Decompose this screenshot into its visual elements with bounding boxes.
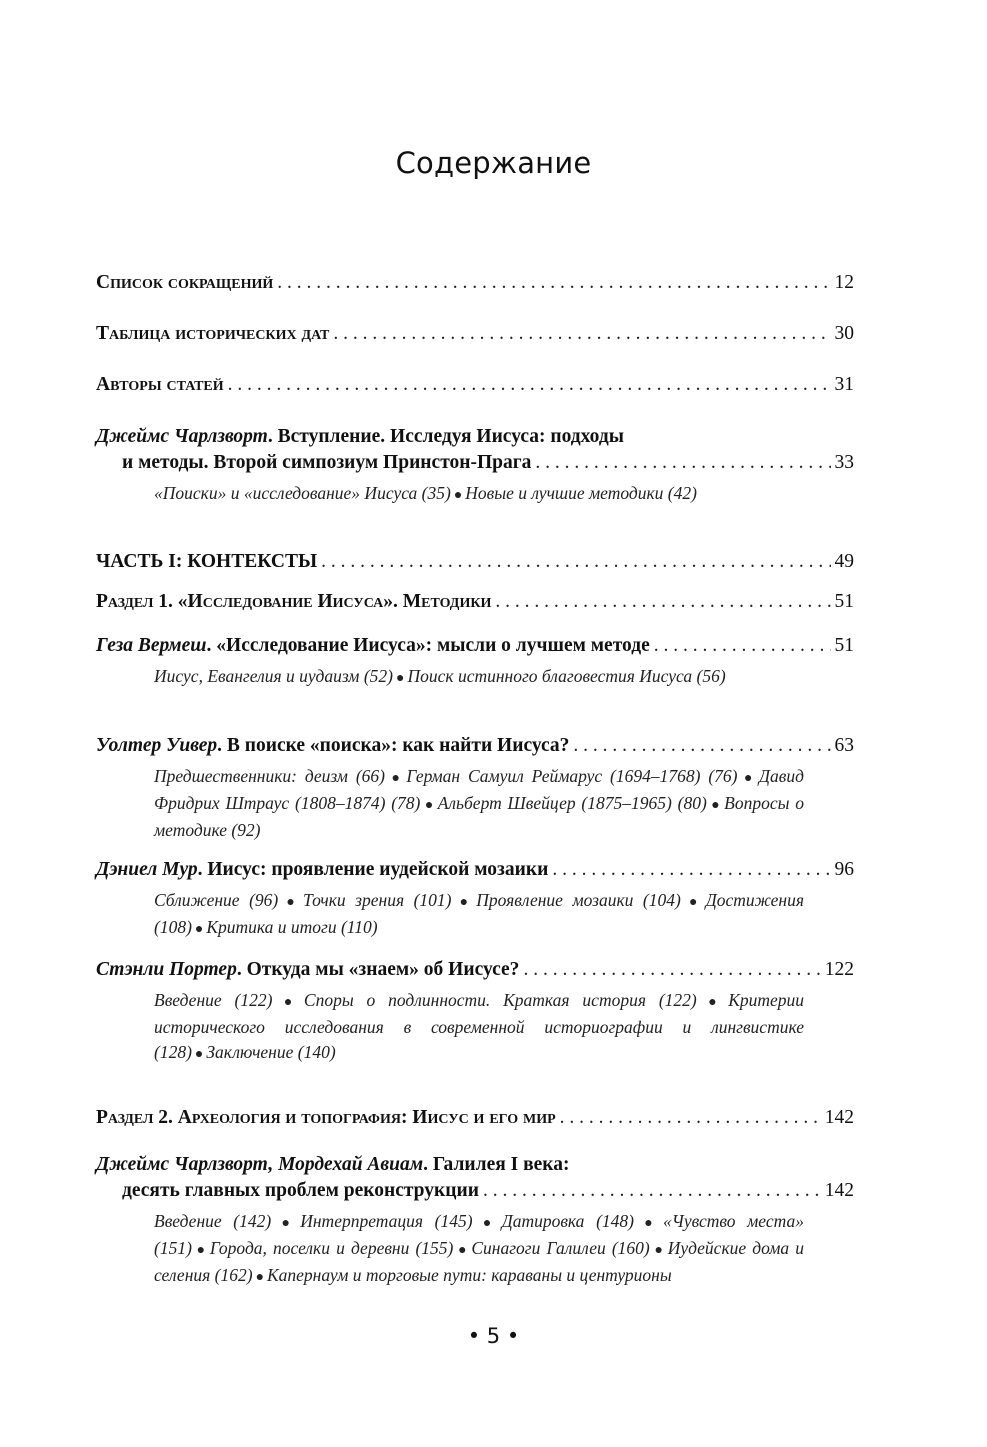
article-author: Джеймс Чарлзворт	[96, 426, 268, 447]
subentry: Города, поселки и деревни (155)	[209, 1238, 454, 1258]
subentry: Предшественники: деизм (66)	[154, 766, 385, 786]
subentry: Синагоги Галилеи (160)	[471, 1238, 650, 1258]
subentry: Критика и итоги (110)	[206, 917, 378, 937]
toc-entry-moore[interactable]	[96, 857, 854, 883]
bullet-icon: ●	[194, 1047, 204, 1062]
leader-dots	[523, 957, 820, 983]
bullet-icon: ●	[255, 1270, 265, 1285]
subentry: Достижения (108)	[154, 890, 804, 937]
toc-page-number: 12	[834, 272, 854, 293]
article-title: . «Исследование Иисуса»: мысли о лучшем методе	[206, 635, 650, 656]
toc-subentries	[154, 664, 804, 691]
toc-entry-weaver[interactable]	[96, 733, 854, 759]
subentry: Поиск истинного благовестия Иисуса (56)	[407, 666, 726, 686]
toc-label: Таблица исторических дат	[96, 323, 330, 344]
toc-page-number: 51	[834, 591, 854, 612]
bullet-icon: ●	[454, 895, 474, 910]
toc-entry-charlesworth-aviam[interactable]	[96, 1152, 854, 1178]
toc-entry-vermes[interactable]	[96, 633, 854, 659]
toc-entry-section2[interactable]	[96, 1105, 854, 1131]
leader-dots	[321, 549, 830, 575]
toc-page-number: 33	[834, 452, 854, 473]
bullet-icon: ●	[699, 995, 726, 1010]
article-author: Джеймс Чарлзворт, Мордехай Авиам	[96, 1154, 424, 1175]
bullet-icon: ●	[275, 995, 301, 1010]
leader-dots	[552, 857, 830, 883]
section-label: Раздел 2. Археология и топография: Иисус и его мир	[96, 1107, 556, 1128]
leader-dots	[535, 450, 830, 476]
subentry: Капернаум и торговые пути: караваны и центурионы	[267, 1265, 672, 1285]
subentry: Критерии исторического исследования в современной историографии и лингвистике (128)	[154, 990, 804, 1062]
toc-page-number: 142	[824, 1180, 854, 1201]
article-title-line1: . Вступление. Исследуя Иисуса: подходы	[267, 426, 624, 447]
article-author: Уолтер Уивер	[96, 735, 218, 756]
article-title-line1: . Галилея I века:	[423, 1154, 570, 1175]
leader-dots	[277, 270, 830, 296]
bullet-icon: ●	[740, 771, 756, 786]
bullet-icon: ●	[637, 1216, 661, 1231]
toc-entry-section1[interactable]	[96, 589, 854, 615]
bullet-icon: ●	[652, 1243, 665, 1258]
bullet-icon: ●	[387, 771, 404, 786]
toc-page-number: 49	[834, 551, 854, 572]
bullet-icon: ●	[709, 798, 722, 813]
toc-entry-charlesworth-intro-cont[interactable]	[122, 450, 854, 476]
toc-page-number: 30	[834, 323, 854, 344]
leader-dots	[654, 633, 831, 659]
toc-page-number: 96	[834, 859, 854, 880]
part-label: ЧАСТЬ I: КОНТЕКСТЫ	[96, 551, 318, 572]
toc-subentries	[154, 764, 804, 843]
leader-dots	[495, 589, 830, 615]
subentry: Альберт Швейцер (1875–1965) (80)	[437, 793, 707, 813]
toc-entry-charlesworth-intro[interactable]	[96, 424, 854, 450]
bullet-icon: ●	[453, 488, 463, 503]
toc-label: Авторы статей	[96, 374, 224, 395]
toc-page-number: 31	[834, 374, 854, 395]
subentry: Заключение (140)	[206, 1042, 336, 1062]
bullet-icon: ●	[475, 1216, 499, 1231]
toc-subentries	[154, 481, 804, 508]
bullet-icon: ●	[281, 895, 300, 910]
section-label: Раздел 1. «Исследование Иисуса». Методики	[96, 591, 492, 612]
subentry: Сближение (96)	[154, 890, 279, 910]
article-title: . Откуда мы «знаем» об Иисусе?	[236, 959, 520, 980]
bullet-icon: ●	[456, 1243, 469, 1258]
page-title: Содержание	[395, 146, 592, 180]
toc-entry-authors[interactable]	[96, 372, 854, 398]
leader-dots	[573, 733, 830, 759]
bullet-icon: ●	[194, 1243, 207, 1258]
toc-entry-part1[interactable]	[96, 549, 854, 575]
subentry: Проявление мозаики (104)	[476, 890, 681, 910]
leader-dots	[228, 372, 831, 398]
subentry: Давид Фридрих Штраус (1808–1874) (78)	[154, 766, 804, 813]
toc-label: Список сокращений	[96, 272, 274, 293]
bullet-icon: ●	[683, 895, 703, 910]
toc-entry-abbreviations[interactable]	[96, 270, 854, 296]
toc-subentries	[154, 1209, 804, 1290]
article-title: . Иисус: проявление иудейской мозаики	[197, 859, 549, 880]
toc-page-number: 122	[824, 959, 854, 980]
toc-page-number: 63	[834, 735, 854, 756]
subentry: Интерпретация (145)	[300, 1211, 473, 1231]
subentry: «Чувство места» (151)	[154, 1211, 804, 1258]
toc-entry-charlesworth-aviam-cont[interactable]	[122, 1178, 854, 1204]
bullet-icon: ●	[274, 1216, 298, 1231]
bullet-icon: ●	[194, 922, 204, 937]
article-author: Дэниел Мур	[96, 859, 198, 880]
subentry: Введение (122)	[154, 990, 273, 1010]
article-title: . В поиске «поиска»: как найти Иисуса?	[217, 735, 570, 756]
subentry: Вопросы о методике (92)	[154, 793, 804, 840]
toc-subentries	[154, 888, 804, 942]
leader-dots	[333, 321, 830, 347]
subentry: Иисус, Евангелия и иудаизм (52)	[154, 666, 394, 686]
article-author: Стэнли Портер	[96, 959, 237, 980]
bullet-icon: ●	[396, 671, 405, 686]
subentry: Точки зрения (101)	[302, 890, 452, 910]
subentry: Герман Самуил Реймарус (1694–1768) (76)	[406, 766, 738, 786]
article-title-line2: десять главных проблем реконструкции	[122, 1180, 479, 1201]
toc-entry-porter[interactable]	[96, 957, 854, 983]
article-title-line2: и методы. Второй симпозиум Принстон-Прага	[122, 452, 532, 473]
toc-entry-dates[interactable]	[96, 321, 854, 347]
toc-page-number: 51	[834, 635, 854, 656]
subentry: Новые и лучшие методики (42)	[465, 483, 697, 503]
subentry: Введение (142)	[154, 1211, 272, 1231]
leader-dots	[483, 1178, 821, 1204]
page-number: • 5 •	[467, 1324, 520, 1348]
toc-page-number: 142	[824, 1107, 854, 1128]
article-author: Геза Вермеш	[96, 635, 207, 656]
subentry: «Поиски» и «исследование» Иисуса (35)	[154, 483, 451, 503]
subentry: Датировка (148)	[501, 1211, 634, 1231]
bullet-icon: ●	[423, 798, 435, 813]
leader-dots	[560, 1105, 821, 1131]
toc-subentries	[154, 988, 804, 1067]
subentry: Споры о подлинности. Краткая история (122)	[303, 990, 697, 1010]
subentry: Иудейские дома и селения (162)	[154, 1238, 804, 1285]
